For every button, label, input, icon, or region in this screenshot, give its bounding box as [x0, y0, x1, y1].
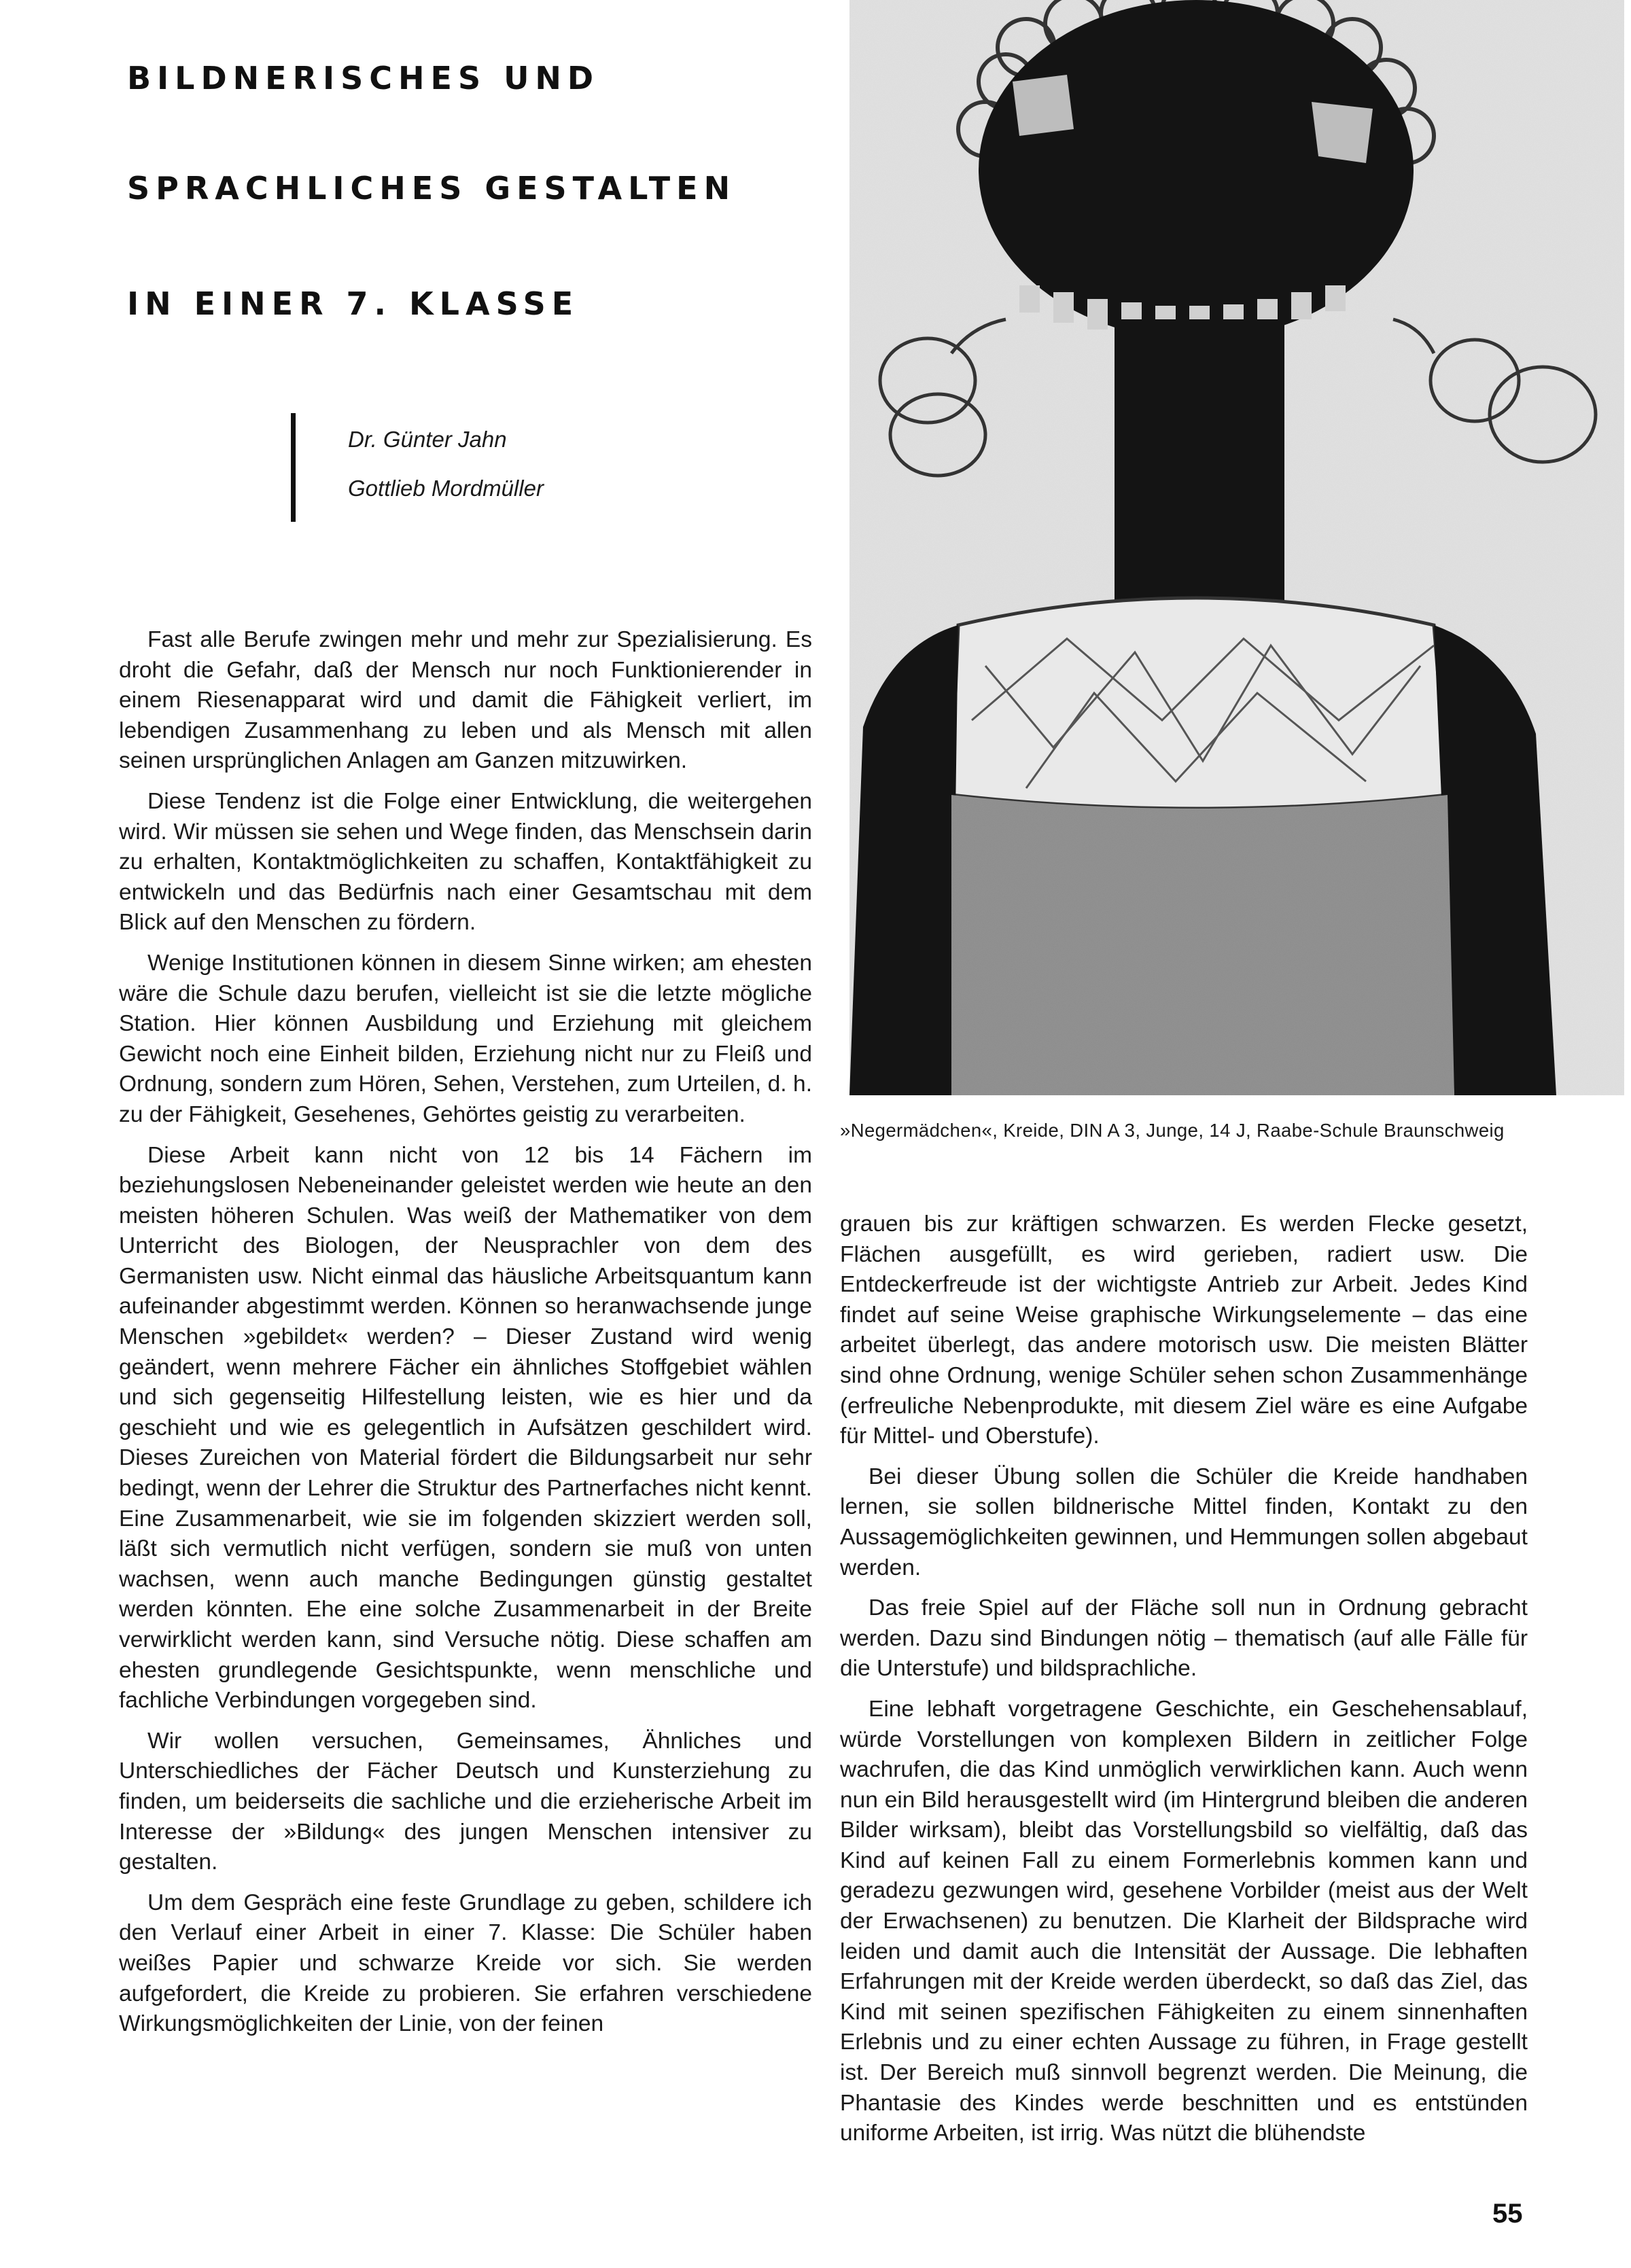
paragraph: grauen bis zur kräftigen schwarzen. Es werden Flecke gesetzt, Flächen ausgefüllt, es wird gerieben, radiert usw. Die Entdeckerfreude ist der wichtigste Antrieb zur Arbeit. Jedes Kind findet auf seine Weise graphische Wirkungselemente – das eine arbeitet überlegt, das andere motorisch usw. Die meisten Blätter sind ohne Ordnung, wenige Schüler sehen schon Zusammenhänge (erfreuliche Nebenprodukte, mit diesem Ziel wäre es eine Aufgabe für Mittel- und Oberstufe).: [840, 1211, 1528, 1449]
paragraph: Eine lebhaft vorgetragene Geschichte, ein Geschehensablauf, würde Vorstellungen von komplexen Bildern in zeitlicher Folge wachrufen, die das Kind unmöglich verwirklichen kann. Auch wenn nun ein Bild herausgestellt wird (im Hintergrund bleiben die anderen Bilder wirksam), bleibt das Vorstellungsbild so vielfältig, daß das Kind auf keinen Fall zu einem Formerlebnis kommen kann und geradezu gezwungen wird, gesehene Vorbilder (meist aus der Welt der Erwachsenen) zu benutzen. Die Klarheit der Bildsprache wird leiden und damit auch die Intensität der Aussage. Die lebhaften Erfahrungen mit der Kreide werden überdeckt, so daß das Ziel, das Kind mit seinen spezifischen Fähigkeiten zu einem sinnenhaften Erlebnis und zu einer echten Aussage zu führen, in Frage gestellt ist. Der Bereich muß sinnvoll begrenzt werden. Die Meinung, die Phantasie des Kindes werde beschnitten und es entstünden uniforme Arbeiten, ist irrig. Was nützt die blühendste: [840, 1696, 1528, 2146]
title-line-2: SPRACHLICHES GESTALTEN: [127, 170, 737, 207]
author-2: Gottlieb Mordmüller: [348, 476, 544, 501]
drawing-illustration: [849, 0, 1624, 1095]
paragraph: Wir wollen versuchen, Gemeinsames, Ähnliches und Unterschiedliches der Fächer Deutsch und Kunsterziehung zu finden, um beiderseits die sachliche und die erzieherische Arbeit im Interesse der »Bildung« des jungen Menschen intensiver zu gestalten.: [119, 1728, 812, 1875]
paragraph: Diese Tendenz ist die Folge einer Entwicklung, die weitergehen wird. Wir müssen sie sehen und Wege finden, das Menschsein darin zu erhalten, Kontaktmöglichkeiten zu schaffen, Kontaktfähigkeit zu entwickeln und das Bedürfnis nach einer Gesamtschau mit dem Blick auf den Menschen zu fördern.: [119, 788, 812, 936]
paragraph: Diese Arbeit kann nicht von 12 bis 14 Fächern im beziehungslosen Nebeneinander geleistet werden wie heute an den meisten höheren Schulen. Was weiß der Mathematiker von dem Unterricht des Biologen, der Neusprachler von dem des Germanisten usw. Nicht einmal das häusliche Arbeitsquantum kann aufeinander abgestimmt werden. Können so heranwachsende junge Menschen »gebildet« werden? – Dieser Zustand wird wenig geändert, wenn mehrere Fächer ein ähnliches Stoffgebiet wählen und sich gegenseitig Hilfestellung leisten, wie es hier und da geschieht und wie es gelegentlich in Aufsätzen geschildert wird. Dieses Zureichen von Material fördert die Bildungsarbeit nur sehr bedingt, wenn der Lehrer die Struktur des Partnerfaches nicht kennt. Eine Zusammenarbeit, wie sie im folgenden skizziert werden soll, läßt sich vermutlich nicht verfügen, sondern sie muß von unten wachsen, wenn auch manche Bedingungen günstig gestaltet werden könnten. Ehe eine solche Zusammenarbeit in der Breite verwirklicht werden kann, sind Versuche nötig. Diese schaffen am ehesten grundlegende Gesichtspunkte, wenn menschliche und fachliche Verbindungen vorgegeben sind.: [119, 1142, 812, 1714]
figure-caption: »Negermädchen«, Kreide, DIN A 3, Junge, 14 J, Raabe-Schule Braunschweig: [840, 1120, 1505, 1141]
title-line-3: IN EINER 7. KLASSE: [127, 285, 580, 322]
paragraph: Das freie Spiel auf der Fläche soll nun in Ordnung gebracht werden. Dazu sind Bindungen nötig – thematisch (auf alle Fälle für die Unterstufe) und bildsprachliche.: [840, 1595, 1528, 1682]
paragraph: Fast alle Berufe zwingen mehr und mehr zur Spezialisierung. Es droht die Gefahr, daß der Mensch nur noch Funktionierender in einem Riesenapparat wird und damit die Fähigkeit verliert, im lebendigen Zusammenhang zu leben und als Mensch mit allen seinen ursprünglichen Anlagen am Ganzen mitzuwirken.: [119, 627, 812, 774]
page-number: 55: [1492, 2199, 1523, 2229]
paragraph: Bei dieser Übung sollen die Schüler die Kreide handhaben lernen, sie sollen bildnerische Mittel finden, Kontakt zu den Aussagemöglichkeiten gewinnen, und Hemmungen sollen abgebaut werden.: [840, 1464, 1528, 1580]
right-column-text: [840, 1209, 1528, 2235]
author-divider: [291, 413, 296, 522]
paragraph: Wenige Institutionen können in diesem Sinne wirken; am ehesten wäre die Schule dazu berufen, vielleicht ist sie die letzte mögliche Station. Hier können Ausbildung und Erziehung mit gleichem Gewicht noch eine Einheit bilden, Erziehung nicht nur zu Fleiß und Ordnung, sondern zum Hören, Sehen, Verstehen, zum Urteilen, d. h. zu der Fähigkeit, Gesehenes, Gehörtes geistig zu verarbeiten.: [119, 950, 812, 1127]
chalk-drawing-figure: [849, 0, 1624, 1095]
title-line-1: BILDNERISCHES UND: [127, 60, 600, 96]
author-1: Dr. Günter Jahn: [348, 427, 507, 452]
paragraph: Um dem Gespräch eine feste Grundlage zu geben, schildere ich den Verlauf einer Arbeit in einer 7. Klasse: Die Schüler haben weißes Papier und schwarze Kreide vor sich. Sie werden aufgefordert, die Kreide zu probieren. Sie erfahren verschiedene Wirkungsmöglichkeiten der Linie, von der feinen: [119, 1890, 812, 2037]
left-column-text: [119, 625, 812, 2201]
